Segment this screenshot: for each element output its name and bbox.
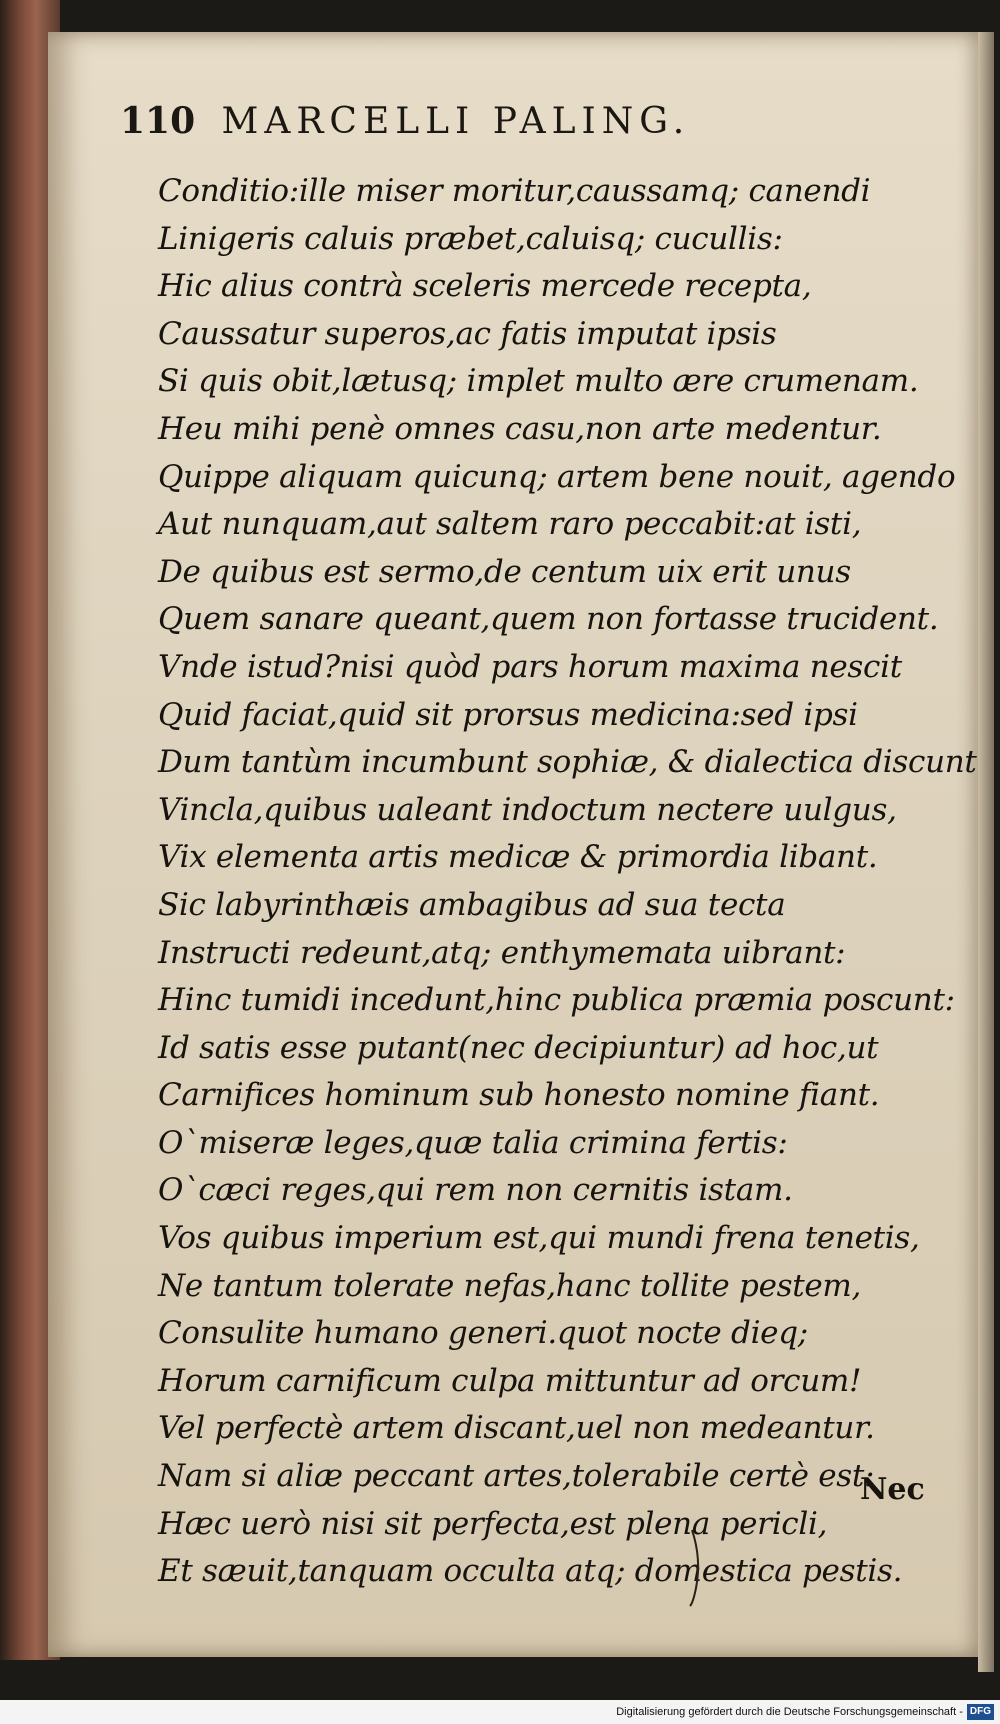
verse-line: O`cæci reges,qui rem non cernitis istam. (158, 1172, 793, 1209)
verse-line: Hinc tumidi incedunt,hinc publica præmia poscunt: (158, 982, 955, 1019)
verse-line: Vel perfectè artem discant,uel non medeantur. (158, 1410, 875, 1447)
verse-line: Hæc uerò nisi sit perfecta,est plena pericli, (158, 1505, 828, 1542)
verse-line: Consulite humano generi.quot nocte dieq; (158, 1315, 808, 1352)
page-edge (978, 32, 994, 1672)
verse-line: De quibus est sermo,de centum uix erit unus (158, 553, 851, 590)
ink-mark-icon (686, 1528, 706, 1608)
verse-line: Vincla,quibus ualeant indoctum nectere uulgus, (158, 791, 897, 828)
verse-line: Carnifices hominum sub honesto nomine fiant. (158, 1077, 880, 1114)
verse-line: Horum carnificum culpa mittuntur ad orcum! (158, 1362, 862, 1399)
verse-line: Quid faciat,quid sit prorsus medicina:sed ipsi (158, 696, 858, 733)
verse-line: Vnde istud?nisi quòd pars horum maxima nescit (158, 648, 902, 685)
verse-block (158, 168, 977, 1596)
verse-line: Si quis obit,lætusq; implet multo ære crumenam. (158, 363, 919, 400)
digitization-footer (0, 1700, 1000, 1724)
dfg-logo: DFG (967, 1704, 994, 1720)
verse-line: Quem sanare queant,quem non fortasse trucident. (158, 601, 939, 638)
footer-text: Digitalisierung gefördert durch die Deutsche Forschungsgemeinschaft - (616, 1706, 963, 1718)
page-header (120, 100, 820, 142)
verse-line: Hic alius contrà sceleris mercede recepta, (158, 268, 812, 305)
verse-line: Id satis esse putant(nec decipiuntur) ad hoc,ut (158, 1029, 879, 1066)
verse-line: Vix elementa artis medicæ & primordia libant. (158, 839, 878, 876)
verse-line: Ne tantum tolerate nefas,hanc tollite pestem, (158, 1267, 862, 1304)
verse-line: Dum tantùm incumbunt sophiæ, & dialectica discunt (158, 744, 977, 781)
verse-line: Aut nunquam,aut saltem raro peccabit:at isti, (158, 506, 862, 543)
verse-line: O`miseræ leges,quæ talia crimina fertis: (158, 1124, 788, 1161)
page-number: 110 (120, 100, 196, 142)
running-head: MARCELLI PALING. (221, 101, 691, 142)
verse-line: Heu mihi penè omnes casu,non arte medentur. (158, 410, 882, 447)
verse-line: Nam si aliæ peccant artes,tolerabile certè est: (158, 1458, 875, 1495)
verse-line: Et sæuit,tanquam occulta atq; domestica pestis. (158, 1553, 903, 1590)
verse-line: Caussatur superos,ac fatis imputat ipsis (158, 315, 777, 352)
verse-line: Instructi redeunt,atq; enthymemata uibrant: (158, 934, 846, 971)
verse-line: Conditio:ille miser moritur,caussamq; canendi (158, 173, 871, 209)
verse-line: Linigeris caluis præbet,caluisq; cucullis: (158, 220, 783, 257)
verse-line: Quippe aliquam quicunq; artem bene nouit, agendo (158, 458, 956, 495)
verse-line: Vos quibus imperium est,qui mundi frena tenetis, (158, 1220, 920, 1257)
catchword: Nec (860, 1472, 925, 1507)
verse-line: Sic labyrinthæis ambagibus ad sua tecta (158, 886, 786, 923)
